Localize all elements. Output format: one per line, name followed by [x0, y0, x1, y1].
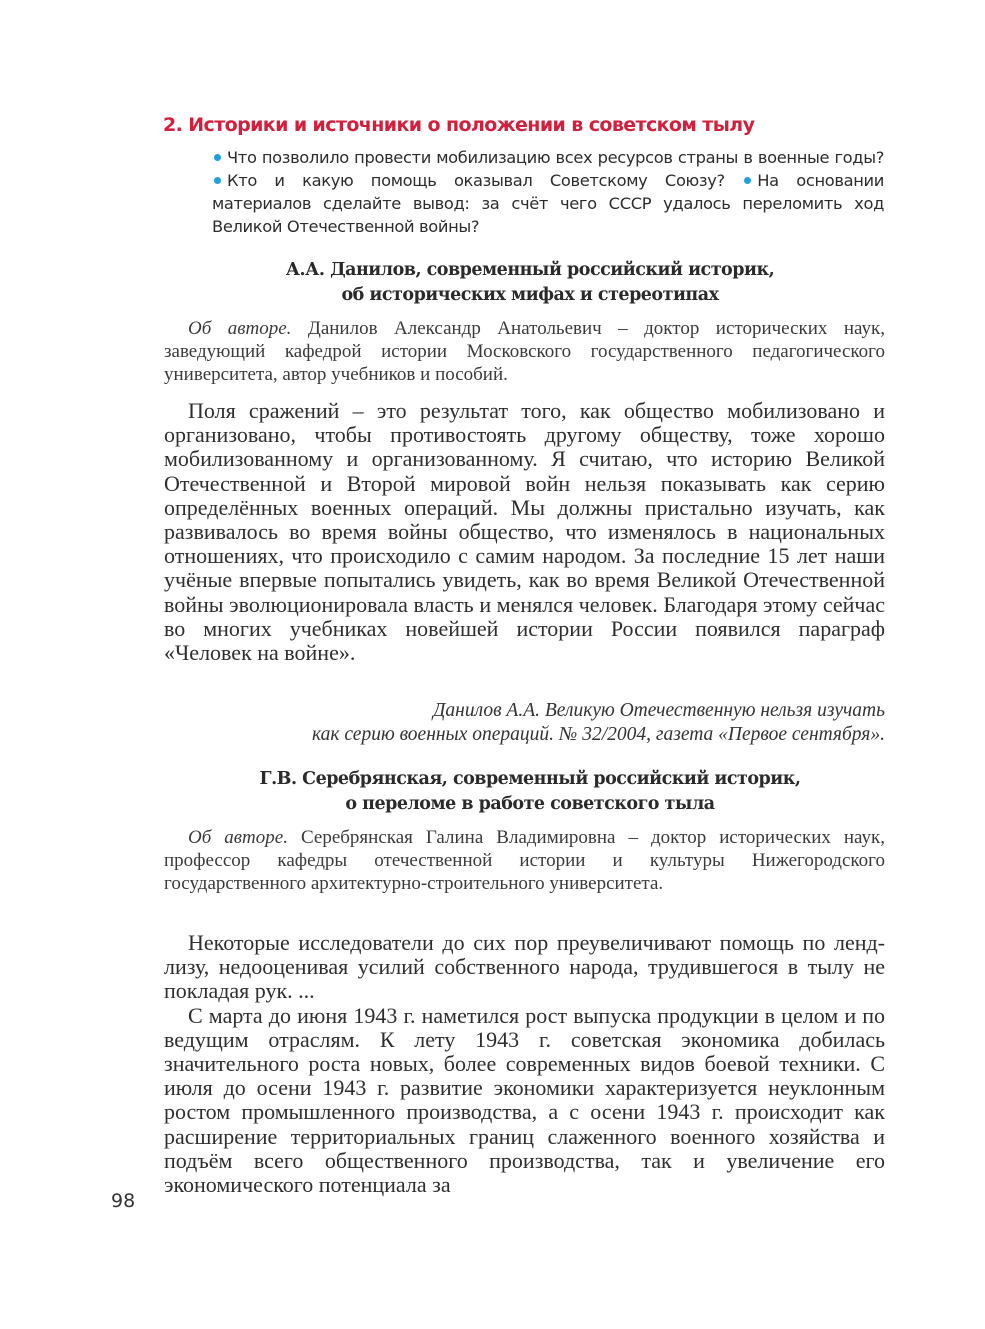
- about-author: [164, 826, 885, 895]
- quote-paragraph-text: Некоторые исследователи до сих пор преувеличивают помощь по ленд-лизу, недооценивая усилий собственного народа, трудившегося в тылу не покладая рук. ...: [164, 930, 885, 1004]
- source-heading-line: Г.В. Серебрянская, современный российский историк,: [259, 769, 801, 789]
- source-quote: [164, 931, 885, 1197]
- citation-line: как серию военных операций. № 32/2004, газета «Первое сентября».: [312, 724, 885, 745]
- quote-paragraph: [164, 1004, 885, 1198]
- citation-line: Данилов А.А. Великую Отечественную нельзя изучать: [433, 700, 885, 721]
- bullet-icon: [214, 154, 221, 161]
- source-heading: [150, 258, 910, 308]
- source-heading-line: о переломе в работе советского тыла: [345, 794, 715, 814]
- bullet-icon: [214, 177, 221, 184]
- source-heading: [150, 767, 910, 817]
- page-number: 98: [111, 1190, 136, 1212]
- source-quote: [164, 399, 885, 665]
- about-author-lead: Об авторе.: [188, 318, 292, 339]
- about-author: [164, 317, 885, 386]
- about-author-text: Серебрянская Галина Владимировна – доктор исторических наук, профессор кафедры отечественной истории и культуры Нижегородского государственного архитектурно-строительного университета.: [164, 827, 885, 894]
- about-author-lead: Об авторе.: [188, 827, 288, 848]
- quote-paragraph-text: Поля сражений – это результат того, как общество мобилизовано и организовано, чтобы противостоять другому обществу, тоже хорошо мобилизованному и организованному. Я считаю, что историю Великой Отечественной и Второй мировой войн нельзя показывать как серию определённых военных операций. Мы должны пристально изучать, как развивалось во время войны общество, что изменялось в национальных отношениях, что происходило с самим народом. За последние 15 лет наши учёные впервые попытались увидеть, как во время Великой Отечественной войны эволюционировала власть и менялся человек. Благодаря этому сейчас во многих учебниках новейшей истории России появился параграф «Человек на войне».: [164, 398, 885, 666]
- source-heading-line: об исторических мифах и стереотипах: [341, 285, 719, 305]
- questions-block: [212, 146, 884, 238]
- about-author-text: Данилов Александр Анатольевич – доктор исторических наук, заведующий кафедрой истории Московского государственного педагогического университета, автор учебников и пособий.: [164, 318, 886, 385]
- quote-paragraph: [164, 399, 885, 665]
- source-heading-line: А.А. Данилов, современный российский историк,: [285, 260, 775, 280]
- question-item: Что позволило провести мобилизацию всех ресурсов страны в военные годы?: [227, 148, 884, 167]
- question-item: Кто и какую помощь оказывал Советскому Союзу?: [227, 171, 725, 190]
- quote-paragraph: [164, 931, 885, 1004]
- section-title: 2. Историки и источники о положении в советском тылу: [163, 114, 755, 136]
- question-item: На основании материалов сделайте вывод: за счёт чего СССР удалось переломить ход Великой Отечественной войны?: [212, 171, 884, 236]
- citation: [164, 699, 885, 747]
- quote-paragraph-text: С марта до июня 1943 г. наметился рост выпуска продукции в целом и по ведущим отраслям. К лету 1943 г. советская экономика добилась значительного роста новых, более современных видов боевой техники. С июля до осени 1943 г. развитие экономики характеризуется неуклонным ростом промышленного производства, а с осени 1943 г. происходит как расширение территориальных границ слаженного военного хозяйства и подъём всего общественного производства, так и увеличение его экономического потенциала за: [164, 1002, 885, 1198]
- bullet-icon: [744, 177, 751, 184]
